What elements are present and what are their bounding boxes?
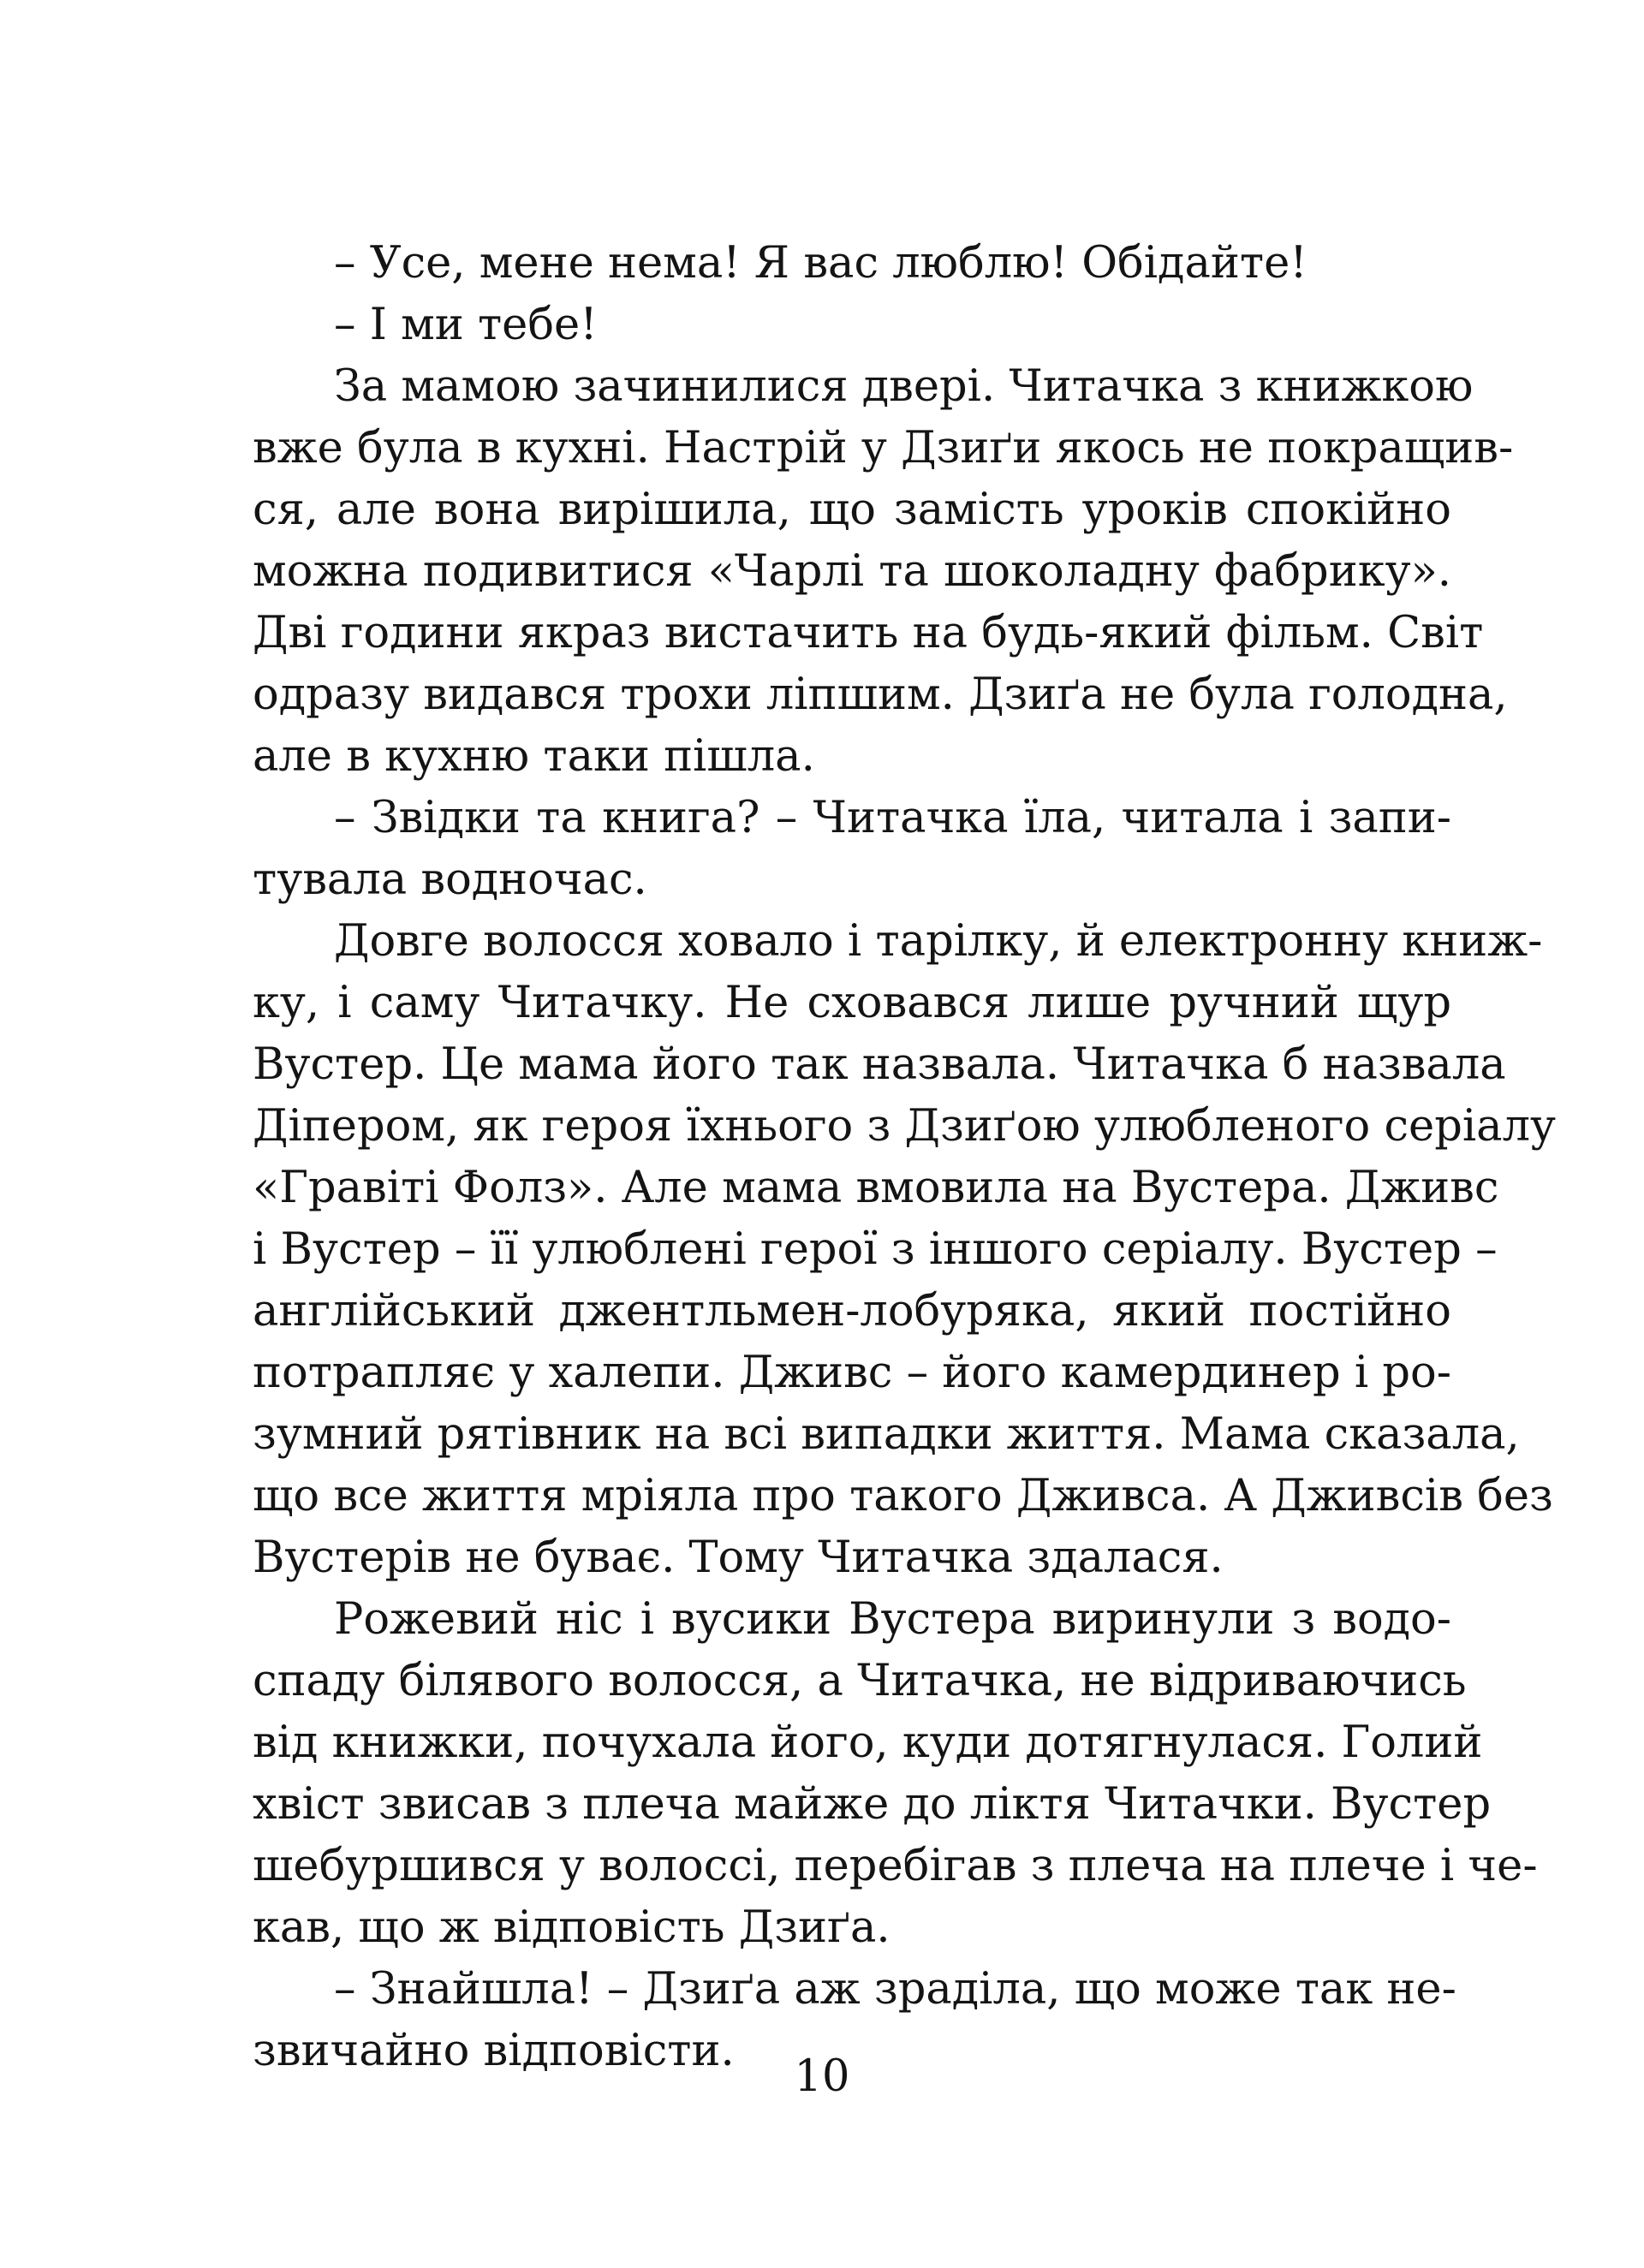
text-line: ку, і саму Читачку. Не сховався лише ручний щур (253, 978, 1451, 1028)
text-line: що все життя мріяла про такого Дживса. А Дживсів без (253, 1471, 1553, 1521)
text-line: зумний рятівник на всі випадки життя. Мама сказала, (253, 1409, 1520, 1460)
text-line: Вустер. Це мама його так назвала. Читачка б назвала (253, 1039, 1506, 1090)
text-line: Довге волосся ховало і тарілку, й електронну книж- (334, 916, 1543, 967)
text-line: потрапляє у халепи. Дживс – його камердинер і ро- (253, 1348, 1451, 1398)
text-line: – Звідки та книга? – Читачка їла, читала і запи- (334, 793, 1451, 843)
text-line: «Гравіті Фолз». Але мама вмовила на Вустера. Дживс (253, 1163, 1499, 1213)
text-line: За мамою зачинилися двері. Читачка з книжкою (334, 361, 1474, 412)
body-text (253, 233, 1556, 2082)
text-line: і Вустер – її улюблені герої з іншого серіалу. Вустер – (253, 1224, 1498, 1275)
text-line: – Знайшла! – Дзиґа аж зраділа, що може так не- (334, 1964, 1456, 2015)
text-line: кав, що ж відповість Дзиґа. (253, 1902, 890, 1953)
text-line: звичайно відповісти. (253, 2026, 735, 2076)
text-line: вже була в кухні. Настрій у Дзиґи якось не покращив- (253, 423, 1514, 473)
text-line: – І ми тебе! (334, 300, 598, 350)
text-line: хвіст звисав з плеча майже до ліктя Читачки. Вустер (253, 1779, 1492, 1830)
text-line: шебуршився у волоссі, перебігав з плеча на плече і че- (253, 1841, 1538, 1891)
text-line: спаду білявого волосся, а Читачка, не відриваючись (253, 1656, 1467, 1706)
text-line: ся, але вона вирішила, що замість уроків спокійно (253, 485, 1451, 535)
text-line: Дві години якраз вистачить на будь-який фільм. Світ (253, 608, 1484, 658)
text-line: від книжки, почухала його, куди дотягнулася. Голий (253, 1717, 1483, 1768)
text-line: Діпером, як героя їхнього з Дзиґою улюбленого серіалу (253, 1101, 1556, 1152)
text-line: Рожевий ніс і вусики Вустера виринули з водо- (334, 1594, 1451, 1645)
text-line: але в кухню таки пішла. (253, 731, 815, 782)
page-number: 10 (794, 2051, 850, 2102)
text-line: тувала водночас. (253, 854, 647, 905)
text-line: англійський джентльмен-лобуряка, який постійно (253, 1286, 1451, 1336)
text-line: – Усе, мене нема! Я вас люблю! Обідайте! (334, 238, 1307, 289)
text-line: Вустерів не буває. Тому Читачка здалася. (253, 1533, 1224, 1583)
text-line: можна подивитися «Чарлі та шоколадну фабрику». (253, 546, 1451, 597)
text-line: одразу видався трохи ліпшим. Дзиґа не була голодна, (253, 670, 1508, 720)
